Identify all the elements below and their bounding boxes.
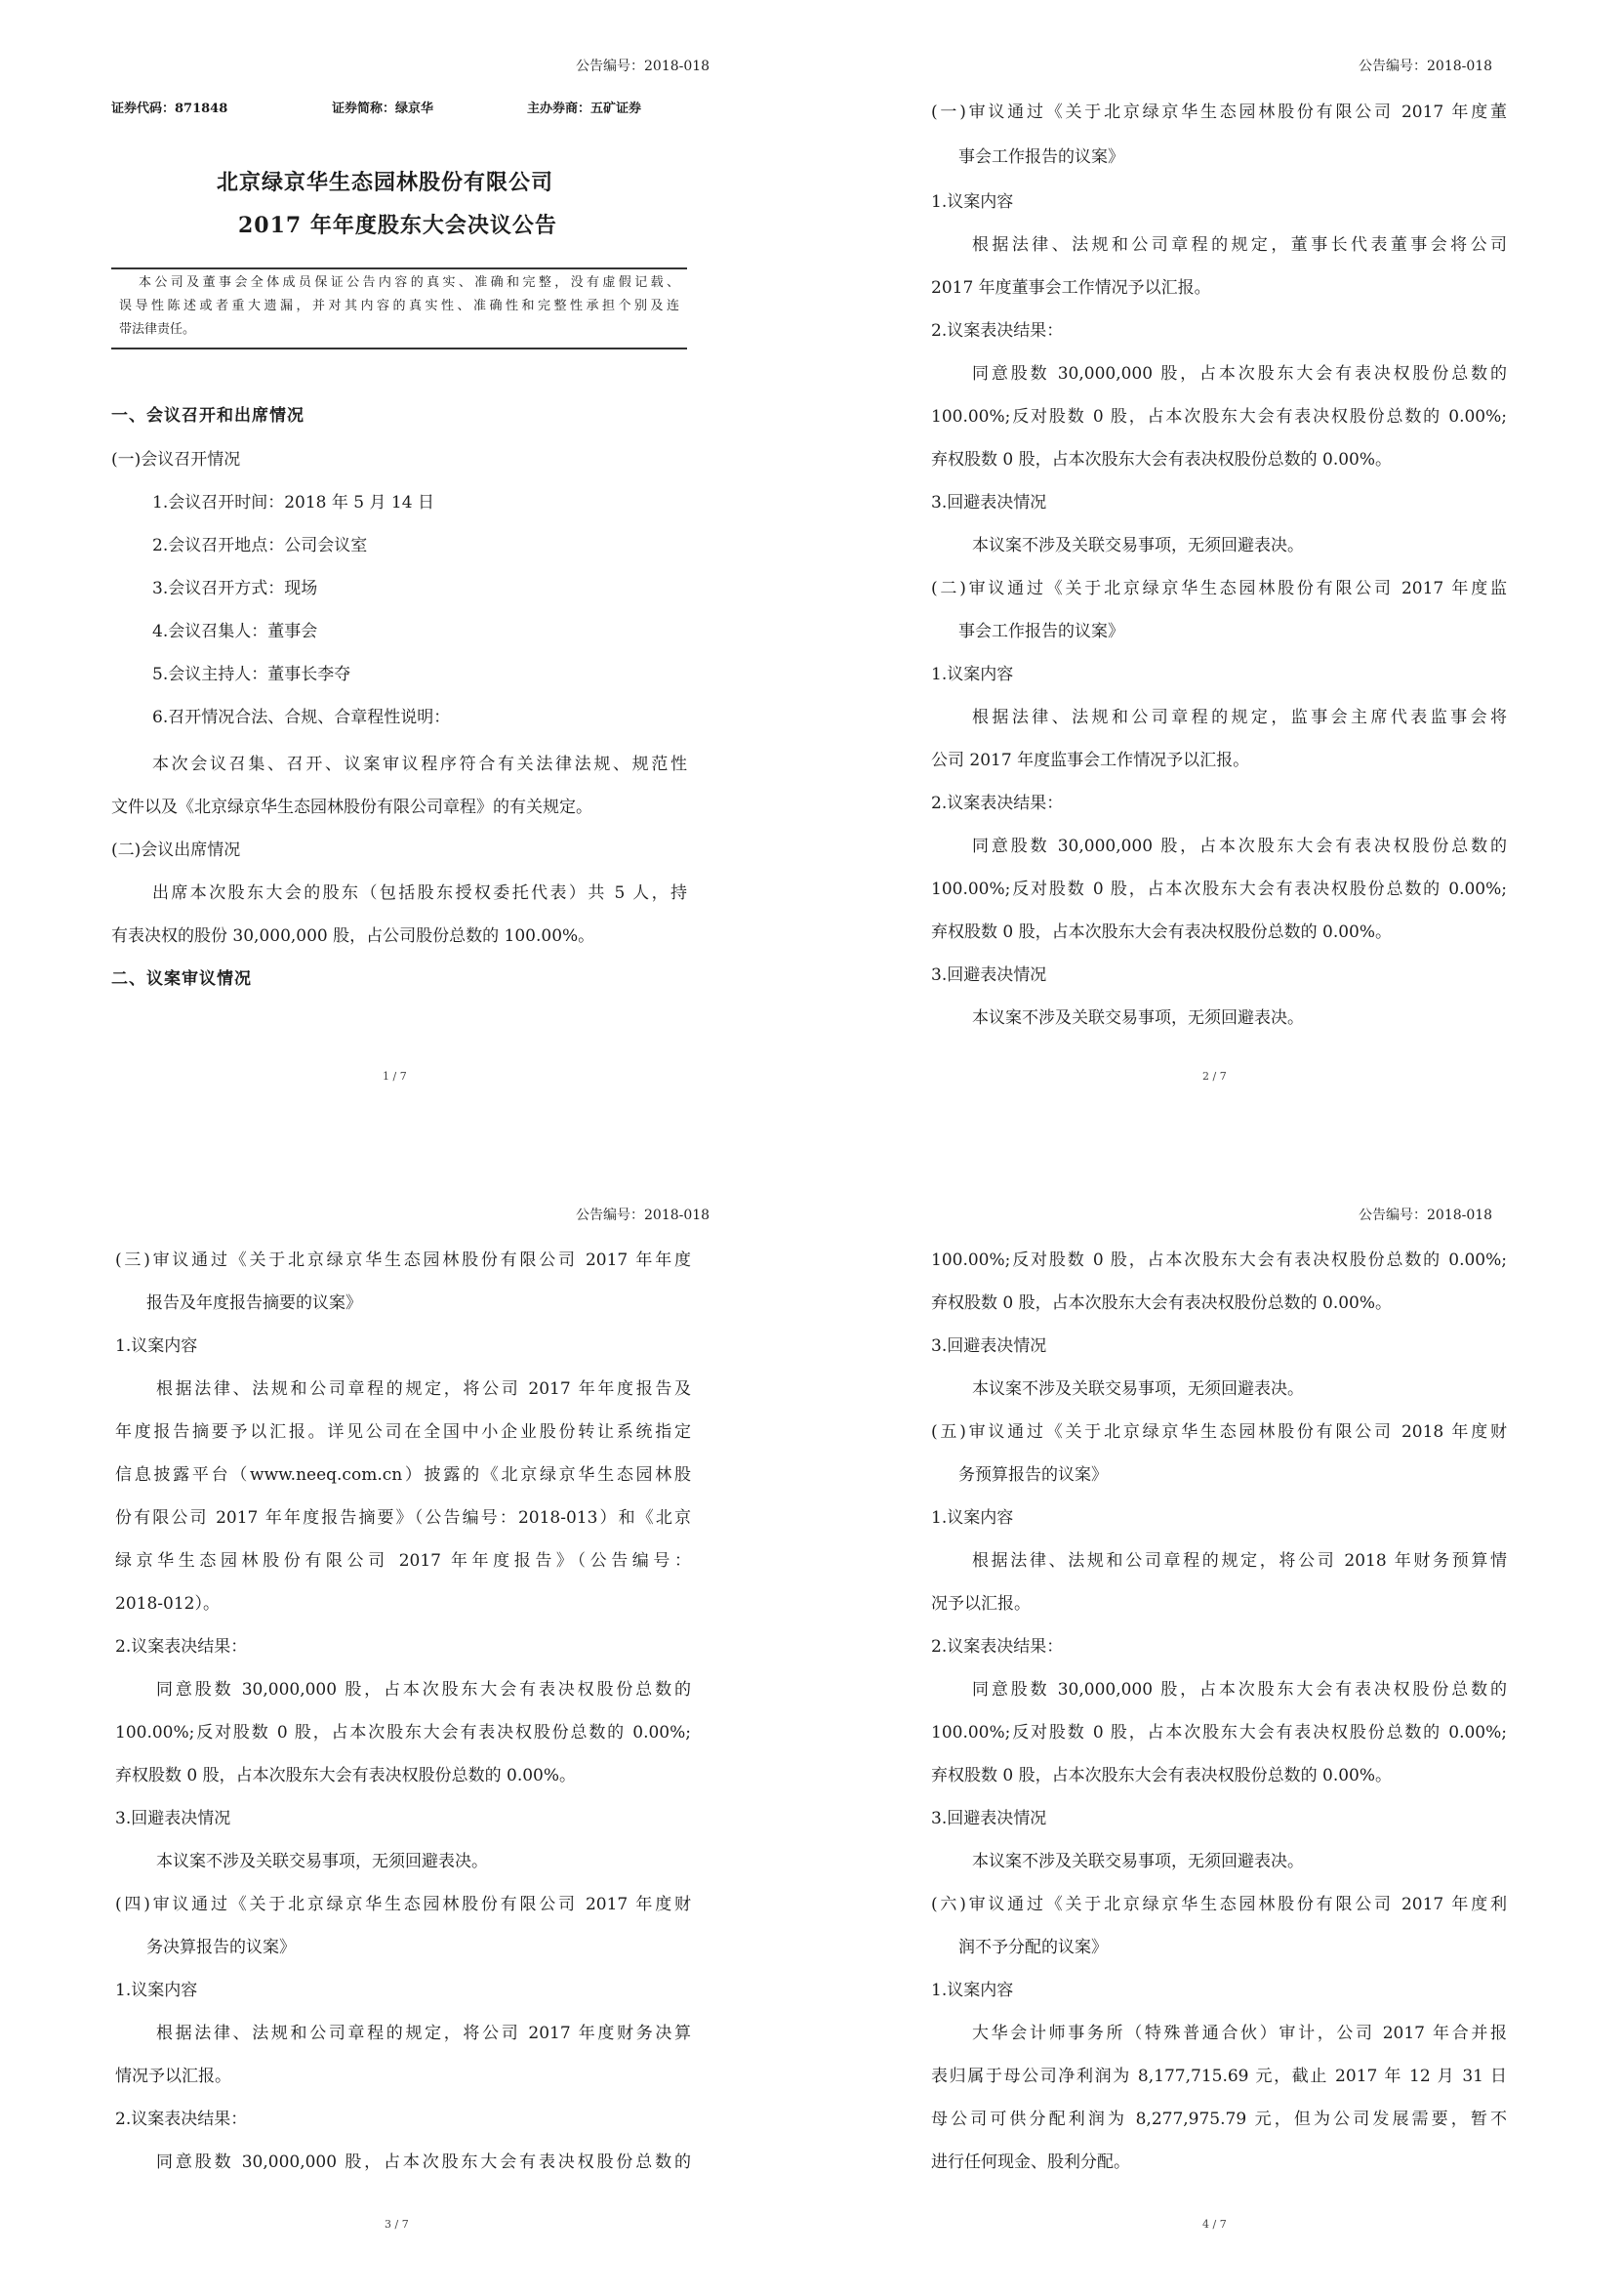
paragraph-line: 本议案不涉及关联交易事项，无须回避表决。 (156, 1852, 488, 1871)
paragraph-line: 100.00%;反对股数 0 股，占本次股东大会有表决权股份总数的 0.00%; (115, 1723, 691, 1742)
list-item: 1.议案内容 (931, 1981, 1014, 2000)
paragraph-line: 进行任何现金、股利分配。 (931, 2152, 1130, 2172)
subsection-heading: (一)会议召开情况 (111, 450, 241, 470)
paragraph-line: 弃权股数 0 股，占本次股东大会有表决权股份总数的 0.00%。 (931, 1293, 1393, 1313)
resolution-heading: 务决算报告的议案》 (146, 1938, 296, 1957)
resolution-heading: 事会工作报告的议案》 (958, 622, 1124, 641)
announcement-number: 公告编号：2018-018 (576, 1208, 710, 1223)
list-item: 3.会议召开方式：现场 (152, 579, 318, 598)
paragraph-line: 2018-012）。 (115, 1594, 220, 1614)
document-title-line1: 北京绿京华生态园林股份有限公司 (217, 170, 554, 195)
resolution-heading: 润不予分配的议案》 (958, 1938, 1108, 1957)
resolution-heading: 报告及年度报告摘要的议案》 (146, 1293, 362, 1313)
paragraph-line: 本次会议召集、召开、议案审议程序符合有关法律法规、规范性 (152, 755, 687, 774)
announcement-number: 公告编号：2018-018 (576, 59, 710, 74)
paragraph-line: 根据法律、法规和公司章程的规定，将公司 2018 年财务预算情 (972, 1551, 1507, 1571)
list-item: 2.议案表决结果： (115, 1637, 248, 1657)
paragraph-line: 年度报告摘要予以汇报。详见公司在全国中小企业股份转让系统指定 (115, 1422, 691, 1442)
resolution-heading: 事会工作报告的议案》 (958, 147, 1124, 167)
paragraph-line: 100.00%;反对股数 0 股，占本次股东大会有表决权股份总数的 0.00%; (931, 1250, 1507, 1270)
list-item: 2.议案表决结果： (931, 1637, 1064, 1657)
section-heading: 二、议案审议情况 (111, 969, 252, 989)
paragraph-line: 信息披露平台（www.neeq.com.cn）披露的《北京绿京华生态园林股 (115, 1465, 691, 1485)
list-item: 1.议案内容 (931, 665, 1014, 684)
subsection-heading: (二)会议出席情况 (111, 840, 241, 860)
paragraph-line: 弃权股数 0 股，占本次股东大会有表决权股份总数的 0.00%。 (931, 922, 1393, 942)
disclaimer-line: 本公司及董事会全体成员保证公告内容的真实、准确和完整，没有虚假记载、 (139, 275, 679, 290)
paragraph-line: 情况予以汇报。 (115, 2067, 231, 2086)
paragraph-line: 100.00%;反对股数 0 股，占本次股东大会有表决权股份总数的 0.00%; (931, 407, 1507, 427)
stock-code: 证券代码：871848 (111, 102, 228, 116)
list-item: 1.议案内容 (931, 192, 1014, 212)
list-item: 2.议案表决结果： (115, 2110, 248, 2129)
page-number: 2 / 7 (1202, 1070, 1227, 1083)
disclaimer-box (111, 267, 687, 349)
disclaimer-line: 误导性陈述或者重大遗漏，并对其内容的真实性、准确性和完整性承担个别及连 (119, 299, 679, 313)
paragraph-line: 弃权股数 0 股，占本次股东大会有表决权股份总数的 0.00%。 (931, 450, 1393, 470)
resolution-heading: (三)审议通过《关于北京绿京华生态园林股份有限公司 2017 年年度 (115, 1250, 691, 1270)
paragraph-line: 根据法律、法规和公司章程的规定，将公司 2017 年年度报告及 (156, 1379, 691, 1399)
stock-abbreviation: 证券简称：绿京华 (332, 102, 434, 116)
resolution-heading: (二)审议通过《关于北京绿京华生态园林股份有限公司 2017 年度监 (931, 579, 1507, 598)
page-number: 1 / 7 (383, 1070, 407, 1083)
resolution-heading: (六)审议通过《关于北京绿京华生态园林股份有限公司 2017 年度利 (931, 1895, 1507, 1914)
paragraph-line: 本议案不涉及关联交易事项，无须回避表决。 (972, 1852, 1304, 1871)
resolution-heading: 务预算报告的议案》 (958, 1465, 1108, 1485)
document-page-3 (0, 1148, 812, 2296)
paragraph-line: 本议案不涉及关联交易事项，无须回避表决。 (972, 536, 1304, 555)
paragraph-line: 根据法律、法规和公司章程的规定，监事会主席代表监事会将 (972, 708, 1507, 727)
paragraph-line: 弃权股数 0 股，占本次股东大会有表决权股份总数的 0.00%。 (115, 1766, 577, 1785)
paragraph-line: 有表决权的股份 30,000,000 股，占公司股份总数的 100.00%。 (111, 926, 595, 946)
page-number: 4 / 7 (1202, 2218, 1227, 2231)
paragraph-line: 本议案不涉及关联交易事项，无须回避表决。 (972, 1379, 1304, 1399)
document-page-4 (812, 1148, 1624, 2296)
sponsor-broker: 主办券商：五矿证券 (527, 102, 642, 116)
list-item: 1.会议召开时间：2018 年 5 月 14 日 (152, 493, 434, 512)
paragraph-line: 况予以汇报。 (931, 1594, 1031, 1614)
paragraph-line: 份有限公司 2017 年年度报告摘要》（公告编号：2018-013）和《北京 (115, 1508, 691, 1528)
paragraph-line: 100.00%;反对股数 0 股，占本次股东大会有表决权股份总数的 0.00%; (931, 1723, 1507, 1742)
list-item: 6.召开情况合法、合规、合章程性说明： (152, 708, 451, 727)
disclaimer-line: 带法律责任。 (119, 322, 196, 337)
paragraph-line: 弃权股数 0 股，占本次股东大会有表决权股份总数的 0.00%。 (931, 1766, 1393, 1785)
resolution-heading: (一)审议通过《关于北京绿京华生态园林股份有限公司 2017 年度董 (931, 102, 1507, 122)
paragraph-line: 根据法律、法规和公司章程的规定，董事长代表董事会将公司 (972, 235, 1507, 255)
list-item: 3.回避表决情况 (931, 1336, 1047, 1356)
paragraph-line: 表归属于母公司净利润为 8,177,715.69 元，截止 2017 年 12 月 31 日 (931, 2067, 1507, 2086)
paragraph-line: 出席本次股东大会的股东（包括股东授权委托代表）共 5 人，持 (152, 883, 687, 903)
list-item: 3.回避表决情况 (115, 1809, 231, 1828)
paragraph-line: 母公司可供分配利润为 8,277,975.79 元，但为公司发展需要，暂不 (931, 2110, 1507, 2129)
list-item: 3.回避表决情况 (931, 493, 1047, 512)
paragraph-line: 绿京华生态园林股份有限公司 2017 年年度报告》（公告编号： (115, 1551, 691, 1571)
list-item: 3.回避表决情况 (931, 1809, 1047, 1828)
list-item: 2.会议召开地点：公司会议室 (152, 536, 368, 555)
list-item: 2.议案表决结果： (931, 321, 1064, 341)
resolution-heading: (五)审议通过《关于北京绿京华生态园林股份有限公司 2018 年度财 (931, 1422, 1507, 1442)
paragraph-line: 文件以及《北京绿京华生态园林股份有限公司章程》的有关规定。 (111, 798, 592, 817)
list-item: 1.议案内容 (115, 1981, 198, 2000)
paragraph-line: 100.00%;反对股数 0 股，占本次股东大会有表决权股份总数的 0.00%; (931, 880, 1507, 899)
paragraph-line: 同意股数 30,000,000 股，占本次股东大会有表决权股份总数的 (972, 837, 1507, 856)
paragraph-line: 同意股数 30,000,000 股，占本次股东大会有表决权股份总数的 (972, 1680, 1507, 1700)
document-page-2 (812, 0, 1624, 1148)
paragraph-line: 同意股数 30,000,000 股，占本次股东大会有表决权股份总数的 (156, 2152, 691, 2172)
resolution-heading: (四)审议通过《关于北京绿京华生态园林股份有限公司 2017 年度财 (115, 1895, 691, 1914)
list-item: 1.议案内容 (931, 1508, 1014, 1528)
paragraph-line: 大华会计师事务所（特殊普通合伙）审计，公司 2017 年合并报 (972, 2024, 1507, 2043)
list-item: 5.会议主持人：董事长李夺 (152, 665, 351, 684)
paragraph-line: 公司 2017 年度监事会工作情况予以汇报。 (931, 751, 1250, 770)
page-number: 3 / 7 (385, 2218, 409, 2231)
paragraph-line: 根据法律、法规和公司章程的规定，将公司 2017 年度财务决算 (156, 2024, 691, 2043)
announcement-number: 公告编号：2018-018 (1359, 1208, 1493, 1223)
list-item: 3.回避表决情况 (931, 965, 1047, 985)
list-item: 1.议案内容 (115, 1336, 198, 1356)
list-item: 4.会议召集人：董事会 (152, 622, 318, 641)
document-page-1 (0, 0, 812, 1148)
list-item: 2.议案表决结果： (931, 794, 1064, 813)
document-title-line2: 2017 年年度股东大会决议公告 (238, 213, 557, 238)
announcement-number: 公告编号：2018-018 (1359, 59, 1493, 74)
paragraph-line: 2017 年度董事会工作情况予以汇报。 (931, 278, 1211, 298)
section-heading: 一、会议召开和出席情况 (111, 406, 304, 426)
paragraph-line: 同意股数 30,000,000 股，占本次股东大会有表决权股份总数的 (972, 364, 1507, 384)
paragraph-line: 本议案不涉及关联交易事项，无须回避表决。 (972, 1008, 1304, 1028)
paragraph-line: 同意股数 30,000,000 股，占本次股东大会有表决权股份总数的 (156, 1680, 691, 1700)
